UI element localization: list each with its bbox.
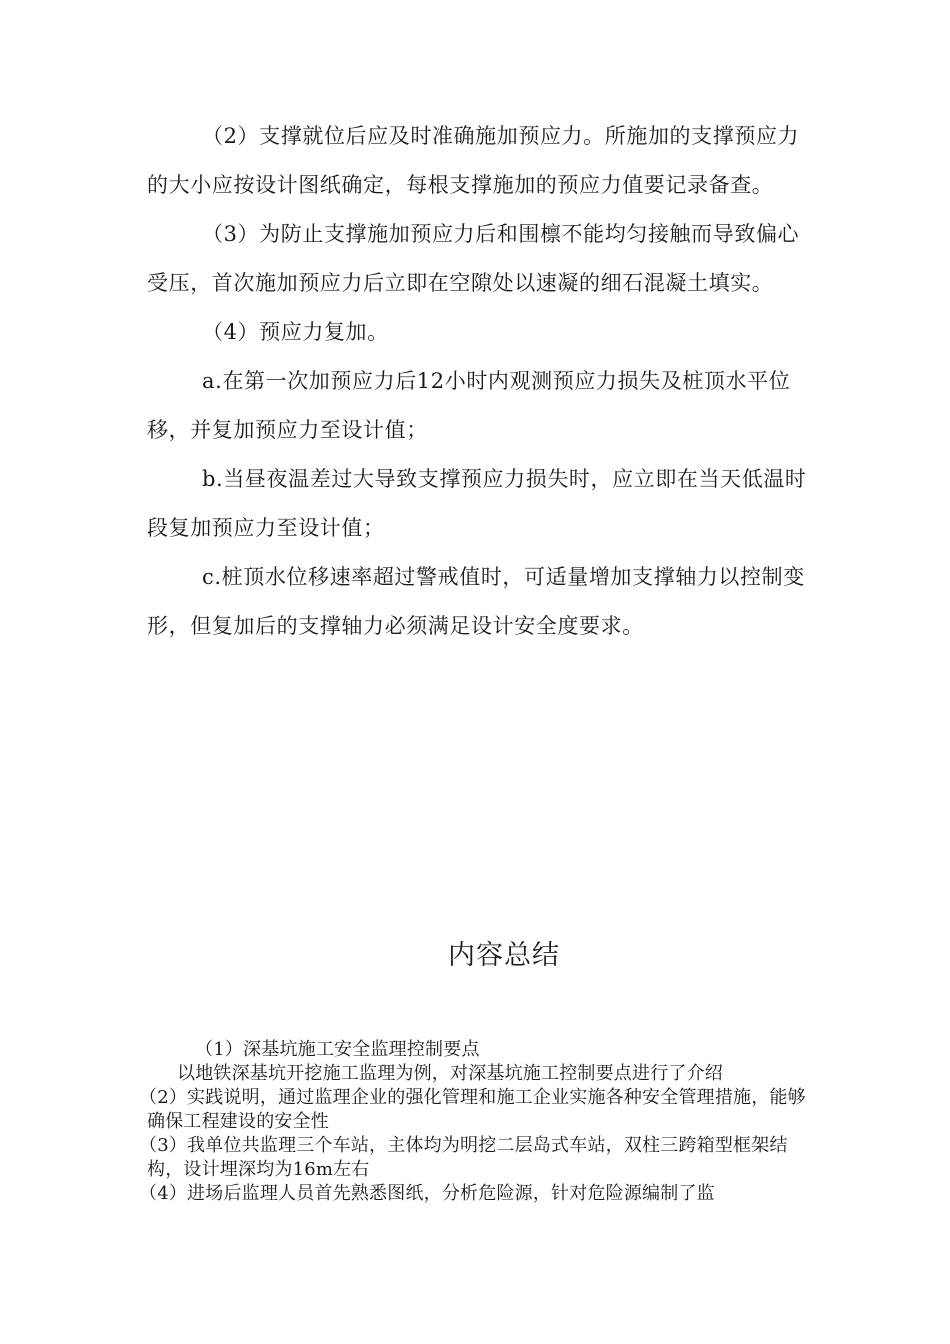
body-text (147, 112, 807, 651)
paragraph-item-c: c.桩顶水位移速率超过警戒值时，可适量增加支撑轴力以控制变形，但复加后的支撑轴力必须满足设计安全度要求。 (147, 565, 805, 638)
paragraph-item-b: b.当昼夜温差过大导致支撑预应力损失时，应立即在当天低温时段复加预应力至设计值； (147, 467, 807, 540)
paragraph-eccentric-prevention: （3）为防止支撑施加预应力后和围檩不能均匀接触而导致偏心受压，首次施加预应力后立即在空隙处以速凝的细石混凝土填实。 (147, 222, 800, 295)
summary-item-2: （2）实践说明，通过监理企业的强化管理和施工企业实施各种安全管理措施，能够确保工程建设的安全性 (139, 1087, 806, 1132)
paragraph-prestress-reapply: （4）预应力复加。 (202, 320, 389, 344)
paragraph-item-a: a.在第一次加预应力后12小时内观测预应力损失及桩顶水平位移，并复加预应力至设计值； (147, 369, 791, 442)
paragraph-prestress-application: （2）支撑就位后应及时准确施加预应力。所施加的支撑预应力的大小应按设计图纸确定，每根支撑施加的预应力值要记录备查。 (147, 124, 800, 197)
summary-heading: （1）深基坑施工安全监理控制要点 (195, 1039, 480, 1060)
summary-title: 内容总结 (448, 940, 560, 971)
summary-item-3: （3）我单位共监理三个车站，主体均为明挖二层岛式车站，双柱三跨箱型框架结构，设计埋深均为16m左右 (139, 1135, 788, 1180)
summary-item-4: （4）进场后监理人员首先熟悉图纸，分析危险源，针对危险源编制了监 (139, 1183, 715, 1204)
summary-intro: 以地铁深基坑开挖施工监理为例，对深基坑施工控制要点进行了介绍 (177, 1063, 723, 1084)
summary-section (139, 1038, 807, 1206)
